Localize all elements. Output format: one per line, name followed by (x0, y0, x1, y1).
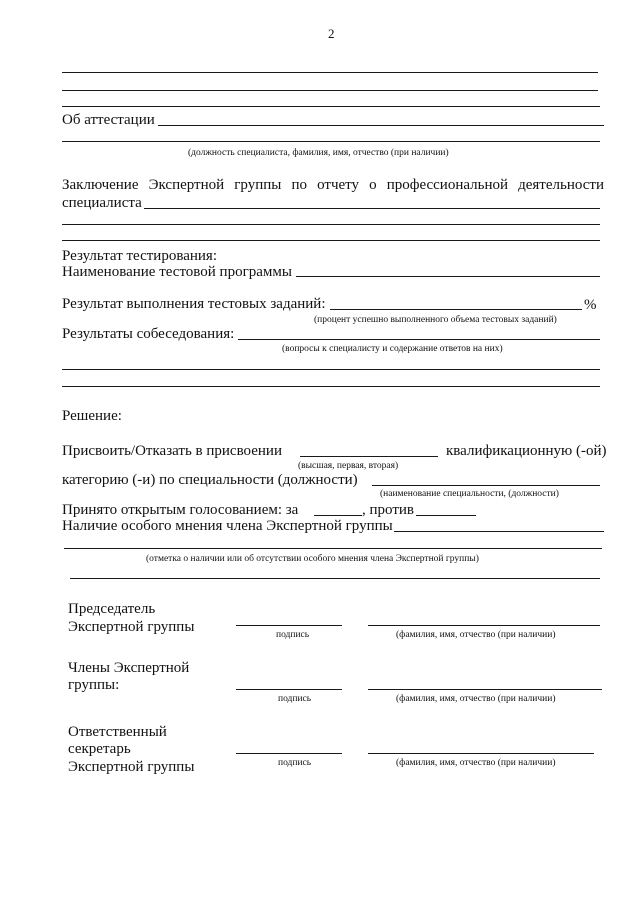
blank-line (62, 386, 600, 387)
members-signature-field[interactable] (236, 689, 342, 690)
members-signature-hint: подпись (278, 694, 312, 704)
interview-hint: (вопросы к специалисту и содержание ответов на них) (282, 344, 503, 354)
page-number: 2 (328, 26, 335, 41)
members-name-field[interactable] (368, 689, 602, 690)
category-label: категорию (-и) по специальности (должности) (62, 472, 358, 488)
category-field[interactable] (300, 456, 438, 457)
blank-line (62, 106, 600, 107)
conclusion-text: Заключение Экспертной группы по отчету о профессиональной деятельности (62, 177, 604, 193)
secretary-group-label: Экспертной группы (68, 759, 195, 775)
chair-signature-field[interactable] (236, 625, 342, 626)
vote-against-label: , против (362, 502, 414, 518)
vote-label: Принято открытым голосованием: за (62, 502, 299, 518)
members-name-hint: (фамилия, имя, отчество (при наличии) (396, 694, 556, 704)
blank-line (62, 369, 600, 370)
secretary-signature-hint: подпись (278, 758, 312, 768)
blank-line (62, 90, 598, 91)
attestation-hint: (должность специалиста, фамилия, имя, отчество (при наличии) (188, 148, 449, 158)
test-tasks-hint: (процент успешно выполненного объема тестовых заданий) (314, 315, 557, 325)
votes-for-field[interactable] (314, 515, 362, 516)
specialty-field[interactable] (372, 485, 600, 486)
testing-heading: Результат тестирования: (62, 248, 217, 264)
attestation-label: Об аттестации (62, 112, 155, 128)
blank-line (62, 224, 600, 225)
conclusion-specialist-label: специалиста (62, 195, 142, 211)
chair-name-field[interactable] (368, 625, 600, 626)
secretary-name-field[interactable] (368, 753, 594, 754)
qualification-label: квалификационную (-ой) (446, 443, 607, 459)
blank-line (62, 72, 598, 73)
chair-signature-hint: подпись (276, 630, 310, 640)
opinion-label: Наличие особого мнения члена Экспертной группы (62, 518, 393, 534)
category-hint: (высшая, первая, вторая) (298, 461, 399, 471)
assign-label: Присвоить/Отказать в присвоении (62, 443, 282, 459)
specialist-field[interactable] (144, 208, 600, 209)
votes-against-field[interactable] (416, 515, 476, 516)
blank-line (64, 548, 602, 549)
blank-line (62, 141, 600, 142)
members-label: Члены Экспертной (68, 660, 190, 676)
secretary-signature-field[interactable] (236, 753, 342, 754)
test-program-field[interactable] (296, 276, 600, 277)
chair-group-label: Экспертной группы (68, 619, 195, 635)
test-tasks-label: Результат выполнения тестовых заданий: (62, 296, 326, 312)
chair-label: Председатель (68, 601, 156, 617)
secretary-label: Ответственный (68, 724, 167, 740)
specialty-hint: (наименование специальности, (должности) (380, 489, 559, 499)
decision-heading: Решение: (62, 408, 122, 424)
interview-field[interactable] (238, 339, 600, 340)
test-tasks-field[interactable] (330, 309, 582, 310)
secretary-name-hint: (фамилия, имя, отчество (при наличии) (396, 758, 556, 768)
opinion-field[interactable] (394, 531, 604, 532)
blank-line (62, 240, 600, 241)
percent-sign: % (584, 297, 597, 313)
secretary-role-label: секретарь (68, 741, 131, 757)
members-group-label: группы: (68, 677, 120, 693)
attestation-field[interactable] (158, 125, 604, 126)
interview-label: Результаты собеседования: (62, 326, 235, 342)
blank-line (70, 578, 600, 579)
chair-name-hint: (фамилия, имя, отчество (при наличии) (396, 630, 556, 640)
test-program-label: Наименование тестовой программы (62, 264, 292, 280)
opinion-hint: (отметка о наличии или об отсутствии особого мнения члена Экспертной группы) (146, 554, 479, 564)
